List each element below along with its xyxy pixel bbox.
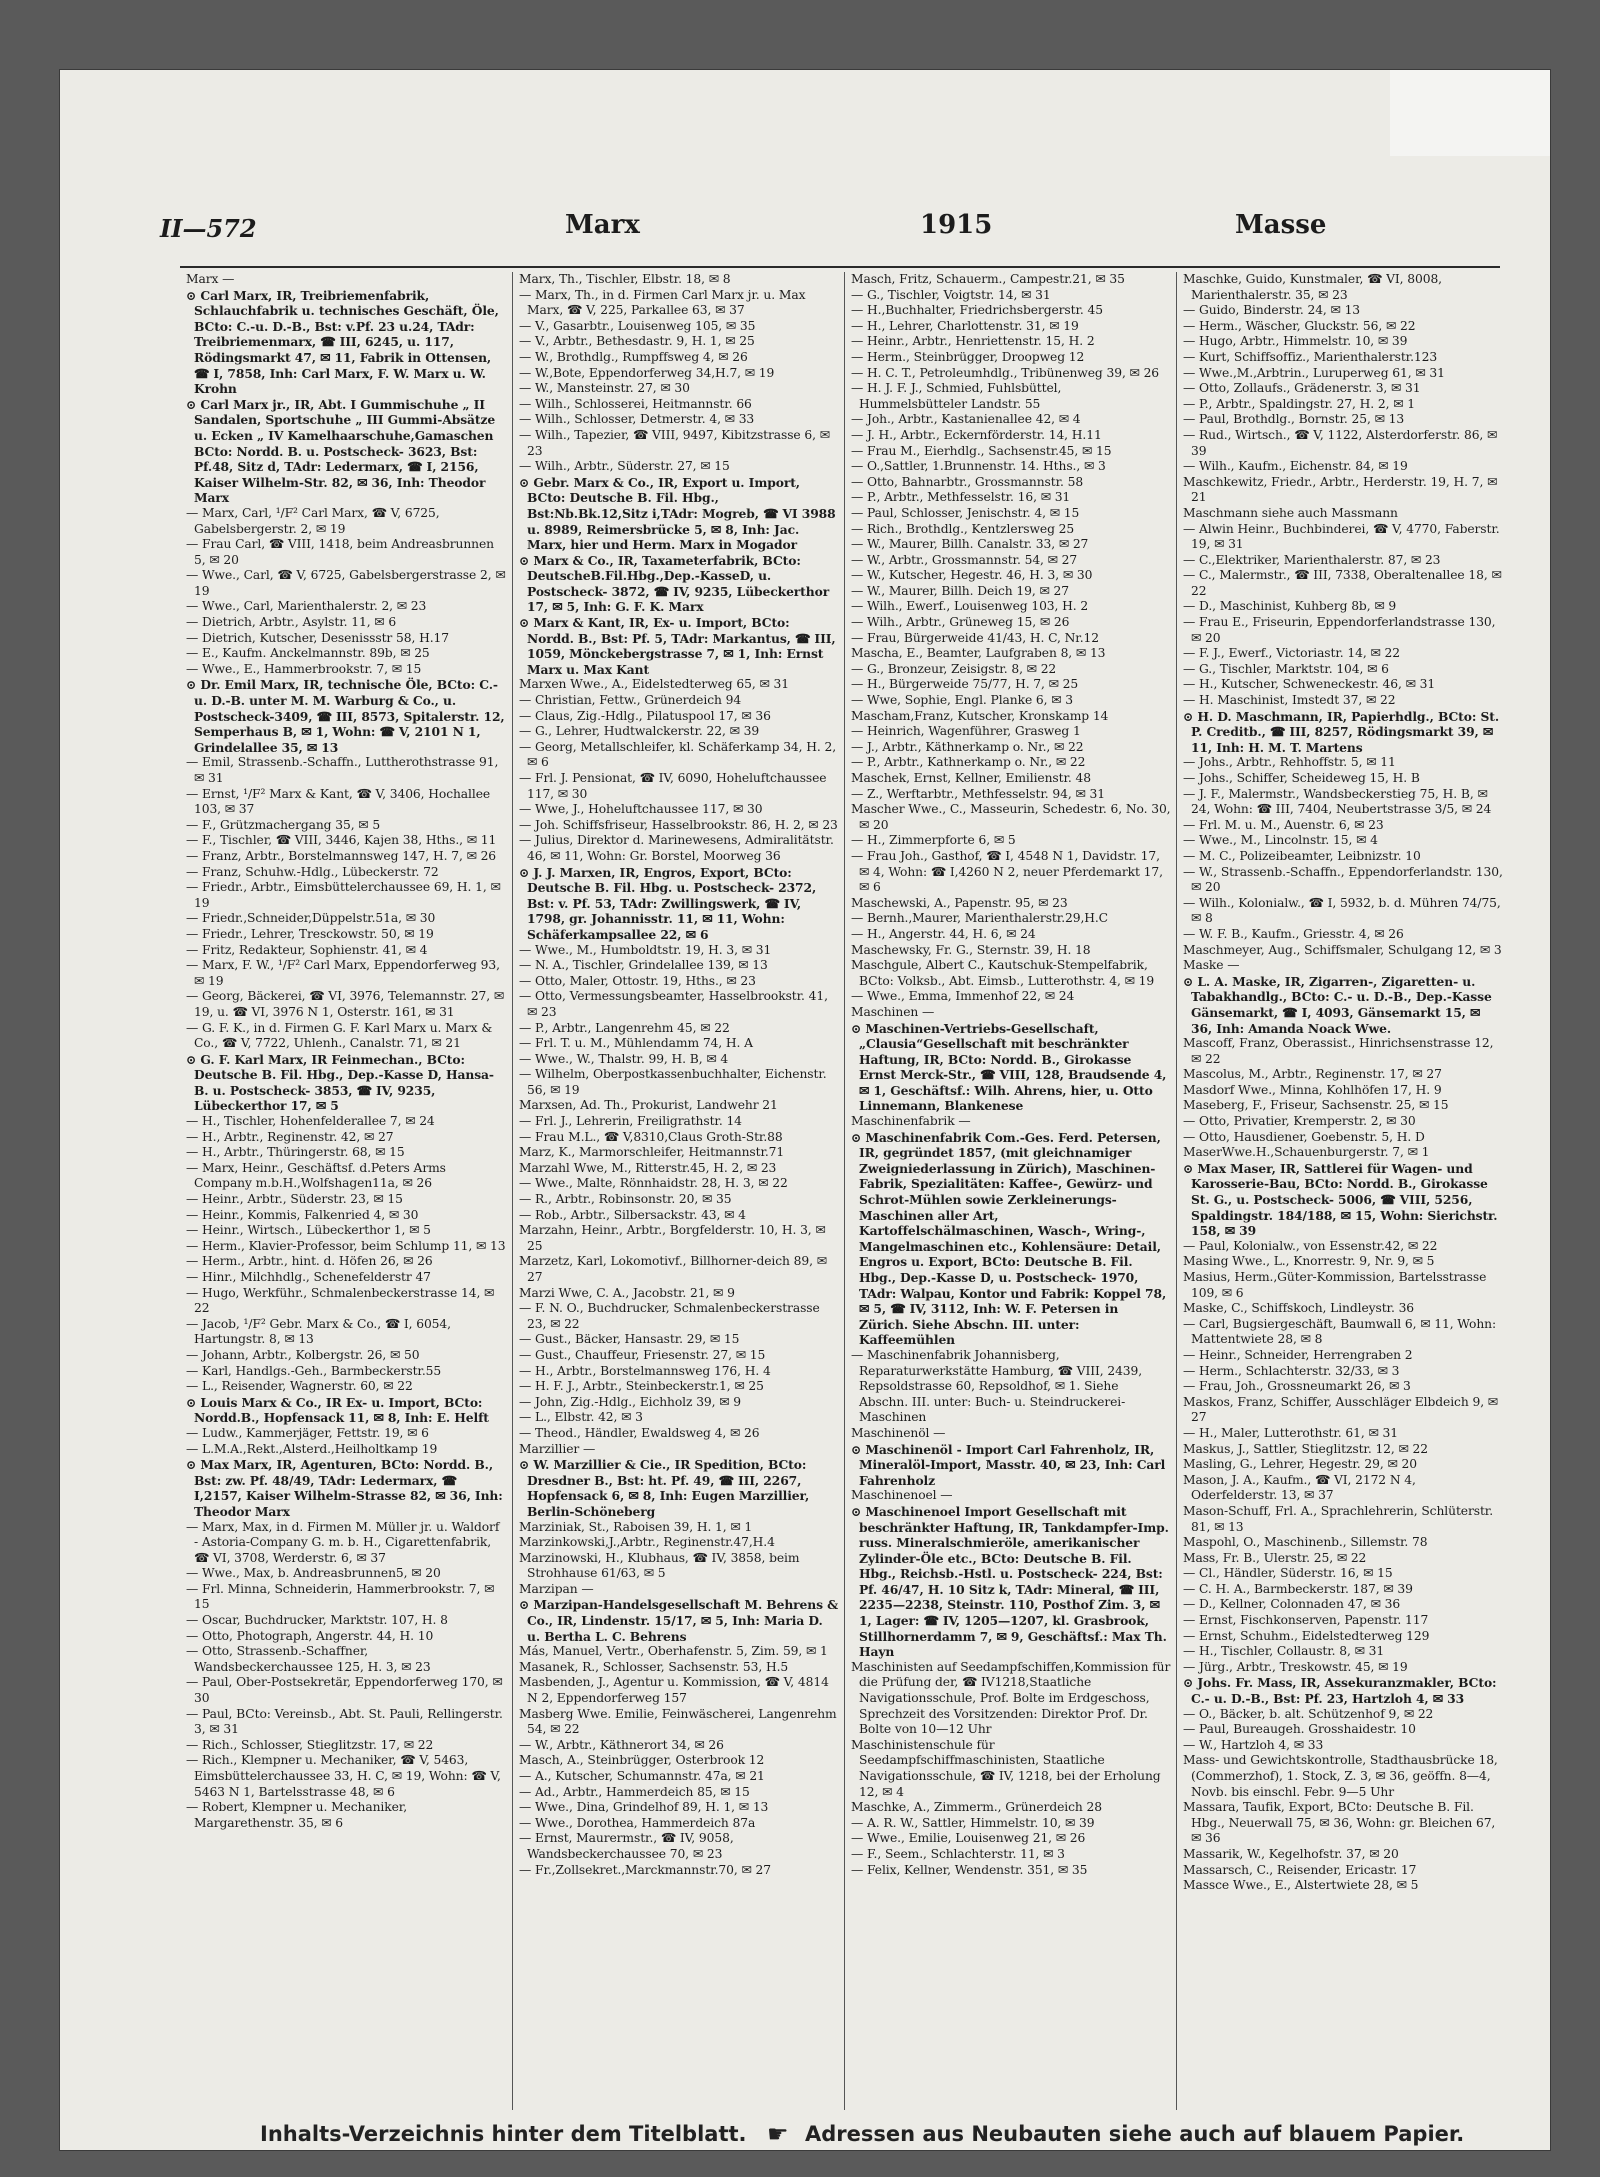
directory-entry: — Wwe.,M.,Arbtrin., Luruperweg 61, ✉ 31 [1183,365,1445,380]
column-2 [512,272,844,2110]
directory-entry: Massarik, W., Kegelhofstr. 37, ✉ 20 [1183,1846,1399,1861]
footer-right-note: Adressen aus Neubauten siehe auch auf blauem Papier. [805,2122,1465,2146]
directory-entry: — Herm., Wäscher, Gluckstr. 56, ✉ 22 [1183,318,1416,333]
directory-entry: — P., Arbtr., Kathnerkamp o. Nr., ✉ 22 [851,755,1086,770]
directory-entry: — Wilh., Schlosser, Detmerstr. 4, ✉ 33 [519,412,755,427]
directory-entry: — W. F. B., Kaufm., Griesstr. 4, ✉ 26 [1183,926,1404,941]
directory-entry: — D., Maschinist, Kuhberg 8b, ✉ 9 [1183,599,1397,614]
directory-entry: — C., Malermstr., ☎ III, 7338, Oberaltenallee 18, ✉ 22 [1183,568,1502,598]
directory-entry: Maschinistenschule für Seedampfschiffmaschinisten, Staatliche Navigationsschule, ☎ IV, 1218, bei der Erholung 12, ✉ 4 [851,1737,1161,1799]
directory-entry: — Herm., Schlachterstr. 32/33, ✉ 3 [1183,1363,1400,1378]
directory-entry: — Frau Joh., Gasthof, ☎ I, 4548 N 1, Davidstr. 17, ✉ 4, Wohn: ☎ I,4260 N 2, neuer Pferdemarkt 17, ✉ 6 [851,848,1163,895]
directory-entry: Maschgule, Albert C., Kautschuk-Stempelfabrik, BCto: Volksb., Abt. Eimsb., Lutterothstr. 4, ✉ 19 [851,958,1155,988]
directory-entry: — Ernst, Schuhm., Eidelstedterweg 129 [1183,1628,1430,1643]
directory-entry: — Fritz, Redakteur, Sophienstr. 41, ✉ 4 [186,942,428,957]
directory-entry: — Franz, Arbtr., Borstelmannsweg 147, H. 7, ✉ 26 [186,848,497,863]
directory-entry: — Heinr., Kommis, Falkenried 4, ✉ 30 [186,1207,419,1222]
directory-entry: Maseberg, F., Friseur, Sachsenstr. 25, ✉ 15 [1183,1098,1449,1113]
directory-entry: — R., Arbtr., Robinsonstr. 20, ✉ 35 [519,1192,732,1207]
directory-entry: — Ernst, Fischkonserven, Papenstr. 117 [1183,1613,1429,1628]
directory-entry: — H., Tischler, Collaustr. 8, ✉ 31 [1183,1644,1385,1659]
directory-entry: — Oscar, Buchdrucker, Marktstr. 107, H. 8 [186,1613,448,1628]
directory-entry: — Wilh., Arbtr., Grüneweg 15, ✉ 26 [851,615,1070,630]
directory-entry: ⊙ L. A. Maske, IR, Zigarren-, Zigaretten- u. Tabakhandlg., BCto: C.- u. D.-B., Dep.-Kasse Gänsemarkt, ☎ I, 4093, Gänsemarkt 15, ✉ 36, Inh: Amanda Noack Wwe. [1183,973,1492,1036]
directory-entry: Massarsch, C., Reisender, Ericastr. 17 [1183,1862,1417,1877]
directory-entry: — Wwe, Sophie, Engl. Planke 6, ✉ 3 [851,693,1074,708]
directory-entry: — F. J., Ewerf., Victoriastr. 14, ✉ 22 [1183,646,1400,661]
column-3 [844,272,1176,2110]
directory-entry: Marziniak, St., Raboisen 39, H. 1, ✉ 1 [519,1519,753,1534]
directory-entry: Maschke, Guido, Kunstmaler, ☎ VI, 8008, Marienthalerstr. 35, ✉ 23 [1183,272,1442,302]
directory-entry: — Hugo, Werkführ., Schmalenbeckerstrasse 14, ✉ 22 [186,1285,495,1316]
directory-entry: — Ludw., Kammerjäger, Fettstr. 19, ✉ 6 [186,1425,429,1440]
directory-entry: — Johs., Schiffer, Scheideweg 15, H. B [1183,771,1420,785]
directory-entry: — Herm., Klavier-Professor, beim Schlump 11, ✉ 13 [186,1238,506,1253]
directory-entry: — Rob., Arbtr., Silbersackstr. 43, ✉ 4 [519,1207,746,1222]
directory-entry: — J., Arbtr., Käthnerkamp o. Nr., ✉ 22 [851,739,1084,754]
directory-entry: — G. F. K., in d. Firmen G. F. Karl Marx u. Marx & Co., ☎ V, 7722, Uhlenh., Canalstr. 71, ✉ 21 [186,1020,493,1051]
directory-entry: — Hugo, Arbtr., Himmelstr. 10, ✉ 39 [1183,334,1408,349]
directory-entry: ⊙ Marx & Co., IR, Taxameterfabrik, BCto: DeutscheB.Fil.Hbg.,Dep.-KasseD, u. Postscheck- 3872, ☎ IV, 9235, Lübeckerthor 17, ✉ 5, Inh: G. F. K. Marx [519,552,830,615]
directory-entry: — F., Seem., Schlachterstr. 11, ✉ 3 [851,1846,1065,1861]
directory-entry: ⊙ G. F. Karl Marx, IR Feinmechan., BCto: Deutsche B. Fil. Hbg., Dep.-Kasse D, Hansa-B. u. Postscheck- 3853, ☎ IV, 9235, Lübeckerthor 17, ✉ 5 [186,1051,494,1114]
header-year: 1915 [920,210,993,240]
directory-entry: ⊙ Maschinen-Vertriebs-Gesellschaft,„Clausia“Gesellschaft mit beschränkter Haftung, IR, BCto: Nordd. B., Girokasse Ernst Merck-Str., ☎ VIII, 128, Braudsende 4, ✉ 1, Geschäftsf.: Wilh. Ahrens, hier, u. Otto Linnemann, Blankenese [851,1020,1167,1114]
directory-entry: — F. N. O., Buchdrucker, Schmalenbeckerstrasse 23, ✉ 22 [519,1301,820,1331]
directory-entry: Maschewsky, Fr. G., Sternstr. 39, H. 18 [851,942,1091,957]
directory-entry: — L., Elbstr. 42, ✉ 3 [519,1410,643,1425]
directory-entry: — Gust., Chauffeur, Friesenstr. 27, ✉ 15 [519,1347,766,1362]
directory-entry: — Dietrich, Arbtr., Asylstr. 11, ✉ 6 [186,615,397,630]
directory-entry: — Johann, Arbtr., Kolbergstr. 26, ✉ 50 [186,1347,420,1362]
directory-entry: — W., Kutscher, Hegestr. 46, H. 3, ✉ 30 [851,568,1093,583]
directory-entry: — H., Arbtr., Thüringerstr. 68, ✉ 15 [186,1145,405,1160]
directory-entry: — Herm., Arbtr., hint. d. Höfen 26, ✉ 26 [186,1254,433,1269]
directory-entry: Maschinen — [851,1004,935,1019]
directory-entry: — Guido, Binderstr. 24, ✉ 13 [1183,303,1361,318]
directory-entry: — F., Grützmachergang 35, ✉ 5 [186,817,381,832]
directory-entry: ⊙ Dr. Emil Marx, IR, technische Öle, BCto: C.- u. D.-B. unter M. M. Warburg & Co., u. Postscheck-3409, ☎ III, 8573, Spitalerstr. 12, Semperhaus B, ✉ 1, Wohn: ☎ V, 2101 N 1, Grindelallee 35, ✉ 13 [186,677,505,755]
directory-entry: ⊙ Carl Marx jr., IR, Abt. I Gummischuhe „ II Sandalen, Sportschuhe „ III Gummi-Absätze u. Ecken „ IV Kamelhaarschuhe,Gamaschen BCto: Nordd. B. u. Postscheck- 3623, Bst: Pf.48, Sitz d, TAdr: Ledermarx, ☎ I, 2156, Kaiser Wilhelm-Str. 82, ✉ 36, Inh: Theodor Marx [186,396,496,506]
page-footer [260,2122,1520,2150]
directory-entry: — Friedr.,Schneider,Düppelstr.51a, ✉ 30 [186,911,436,926]
directory-entry: — W., Arbtr., Grossmannstr. 54, ✉ 27 [851,552,1078,567]
directory-entry: — Frau, Joh., Grossneumarkt 26, ✉ 3 [1183,1379,1411,1394]
directory-entry: ⊙ Marx & Kant, IR, Ex- u. Import, BCto: Nordd. B., Bst: Pf. 5, TAdr: Markantus, ☎ III, 1059, Mönckebergstrasse 7, ✉ 1, Inh: Ernst Marx u. Max Kant [519,615,836,677]
directory-entry: — Wwe., Dina, Grindelhof 89, H. 1, ✉ 13 [519,1800,769,1815]
directory-entry: — P., Arbtr., Methfesselstr. 16, ✉ 31 [851,490,1071,505]
directory-entry: — W.,Bote, Eppendorferweg 34,H.7, ✉ 19 [519,365,775,380]
directory-entry: — H., Arbtr., Reginenstr. 42, ✉ 27 [186,1129,394,1144]
directory-entry: — Hinr., Milchhdlg., Schenefelderstr 47 [186,1270,431,1284]
directory-entry: Masling, G., Lehrer, Hegestr. 29, ✉ 20 [1183,1457,1417,1472]
directory-entry: Marxsen, Ad. Th., Prokurist, Landwehr 21 [519,1098,778,1113]
directory-entry: — W., Maurer, Billh. Canalstr. 33, ✉ 27 [851,537,1089,552]
directory-entry: — H., Angerstr. 44, H. 6, ✉ 24 [851,926,1036,941]
directory-entry: — Marx, F. W., ¹/F² Carl Marx, Eppendorferweg 93, ✉ 19 [186,958,500,988]
directory-entry: Marzillier — [519,1441,596,1456]
directory-entry: — Carl, Bugsiergeschäft, Baumwall 6, ✉ 11, Wohn: Mattentwiete 28, ✉ 8 [1183,1316,1496,1347]
directory-entry: — Christian, Fettw., Grünerdeich 94 [519,693,742,708]
directory-entry: — Otto, Strassenb.-Schaffner, Wandsbeckerchaussee 125, H. 3, ✉ 23 [186,1644,431,1674]
directory-entry: — Frl. M. u. M., Auenstr. 6, ✉ 23 [1183,817,1384,832]
directory-entry: Masius, Herm.,Güter-Kommission, Bartelsstrasse 109, ✉ 6 [1183,1270,1487,1300]
directory-entry: — H., Zimmerpforte 6, ✉ 5 [851,833,1016,848]
directory-entry: — Ad., Arbtr., Hammerdeich 85, ✉ 15 [519,1784,750,1799]
directory-entry: ⊙ Maschinenöl - Import Carl Fahrenholz, IR, Mineralöl-Import, Masstr. 40, ✉ 23, Inh: Carl Fahrenholz [851,1441,1166,1488]
directory-entry: — O., Bäcker, b. alt. Schützenhof 9, ✉ 22 [1183,1706,1434,1721]
directory-entry: MaserWwe.H.,Schauenburgerstr. 7, ✉ 1 [1183,1145,1430,1160]
page-number: II—572 [160,214,257,243]
directory-entry: — Heinr., Wirtsch., Lübeckerthor 1, ✉ 5 [186,1223,431,1238]
directory-entry: — Wilh., Arbtr., Süderstr. 27, ✉ 15 [519,459,730,474]
directory-entry: ⊙ W. Marzillier & Cie., IR Spedition, BCto: Dresdner B., Bst: ht. Pf. 49, ☎ III, 2267, Hopfensack 6, ✉ 8, Inh: Eugen Marzillier, Berlin-Schöneberg [519,1457,810,1519]
column-4 [1176,272,1508,2110]
directory-entry: — Dietrich, Kutscher, Desenissstr 58, H.17 [186,630,449,645]
directory-entry: — G., Tischler, Marktstr. 104, ✉ 6 [1183,661,1389,676]
directory-entry: — F., Tischler, ☎ VIII, 3446, Kajen 38, Hths., ✉ 11 [186,833,497,848]
directory-entry: Marzahl Wwe, M., Ritterstr.45, H. 2, ✉ 23 [519,1160,777,1175]
directory-entry: — Otto, Zollaufs., Grädenerstr. 3, ✉ 31 [1183,381,1421,396]
directory-entry: Marz, K., Marmorschleifer, Heitmannstr.71 [519,1145,785,1160]
directory-entry: — Wwe., Emilie, Louisenweg 21, ✉ 26 [851,1831,1086,1846]
directory-entry: Mass, Fr. B., Ulerstr. 25, ✉ 22 [1183,1550,1367,1565]
directory-entry: — H., Bürgerweide 75/77, H. 7, ✉ 25 [851,677,1079,692]
directory-entry: Mason-Schuff, Frl. A., Sprachlehrerin, Schlüterstr. 81, ✉ 13 [1183,1503,1494,1534]
directory-entry: Maspohl, O., Maschinenb., Sillemstr. 78 [1183,1535,1428,1550]
directory-entry: — Paul, Brothdlg., Bornstr. 25, ✉ 13 [1183,412,1405,427]
directory-entry: Maskus, J., Sattler, Stieglitzstr. 12, ✉ 22 [1183,1441,1428,1456]
directory-entry: — H. C. T., Petroleumhdlg., Tribünenweg 39, ✉ 26 [851,365,1160,380]
directory-entry: Maschinenöl — [851,1425,946,1440]
directory-entry: Masanek, R., Schlosser, Sachsenstr. 53, H.5 [519,1659,789,1674]
directory-entry: Mascoff, Franz, Oberassist., Hinrichsenstrasse 12, ✉ 22 [1183,1036,1494,1066]
directory-entry: — Georg, Bäckerei, ☎ VI, 3976, Telemannstr. 27, ✉ 19, u. ☎ VI, 3976 N 1, Osterstr. 161, ✉ 31 [186,989,505,1019]
directory-entry: — Marx, Heinr., Geschäftsf. d.Peters Arms Company m.b.H.,Wolfshagen11a, ✉ 26 [186,1160,446,1191]
directory-entry: — J. F., Malermstr., Wandsbeckerstieg 75, H. B, ✉ 24, Wohn: ☎ III, 7404, Neubertstrasse 3/5, ✉ 24 [1183,786,1492,817]
directory-entry: — G., Bronzeur, Zeisigstr. 8, ✉ 22 [851,661,1057,676]
directory-entry: — W., Maurer, Billh. Deich 19, ✉ 27 [851,583,1069,598]
directory-entry: — G., Lehrer, Hudtwalckerstr. 22, ✉ 39 [519,724,760,739]
directory-entry: — Paul, Bureaugeh. Grosshaidestr. 10 [1183,1722,1416,1737]
directory-entry: — V., Gasarbtr., Louisenweg 105, ✉ 35 [519,318,756,333]
directory-entry: — Otto, Maler, Ottostr. 19, Hths., ✉ 23 [519,973,756,988]
directory-entry: Mascher Wwe., C., Masseurin, Schedestr. 6, No. 30, ✉ 20 [851,802,1171,832]
directory-entry: — Karl, Handlgs.-Geh., Barmbeckerstr.55 [186,1363,442,1378]
directory-entry: Maske — [1183,958,1240,973]
directory-entry: — G., Tischler, Voigtstr. 14, ✉ 31 [851,287,1051,302]
directory-page [60,70,1550,2150]
directory-entry: — Alwin Heinr., Buchbinderei, ☎ V, 4770, Faberstr. 19, ✉ 31 [1183,521,1500,552]
directory-entry: — Marx, Th., in d. Firmen Carl Marx jr. u. Max Marx, ☎ V, 225, Parkallee 63, ✉ 37 [519,287,806,318]
directory-entry: — Wwe., Dorothea, Hammerdeich 87a [519,1815,756,1830]
directory-entry: — J. H., Arbtr., Eckernförderstr. 14, H.11 [851,427,1102,442]
directory-entry: — L., Reisender, Wagnerstr. 60, ✉ 22 [186,1379,413,1394]
directory-entry: — Paul, Ober-Postsekretär, Eppendorferweg 170, ✉ 30 [186,1675,503,1706]
directory-entry: — Otto, Privatier, Kremperstr. 2, ✉ 30 [1183,1114,1416,1129]
directory-entry: — Wwe., M., Humboldtstr. 19, H. 3, ✉ 31 [519,942,772,957]
directory-entry: — C.,Elektriker, Marienthalerstr. 87, ✉ 23 [1183,552,1441,567]
directory-entry: — H. J. F. J., Schmied, Fuhlsbüttel, Hummelsbütteler Landstr. 55 [851,381,1062,411]
header-left-word: Marx [565,210,640,240]
directory-entry: Maschewski, A., Papenstr. 95, ✉ 23 [851,895,1068,910]
directory-entry: Massara, Taufik, Export, BCto: Deutsche B. Fil. Hbg., Neuerwall 75, ✉ 36, Wohn: gr. Bleichen 67, ✉ 36 [1183,1800,1496,1846]
directory-entry: ⊙ Louis Marx & Co., IR Ex- u. Import, BCto: Nordd.B., Hopfensack 11, ✉ 8, Inh: E. Helft [186,1394,489,1426]
directory-entry: Marx, Th., Tischler, Elbstr. 18, ✉ 8 [519,272,731,286]
directory-entry: — Wilhelm, Oberpostkassenbuchhalter, Eichenstr. 56, ✉ 19 [519,1067,827,1097]
directory-entry: — Robert, Klempner u. Mechaniker, Margarethenstr. 35, ✉ 6 [186,1800,408,1830]
directory-entry: — Wwe., Carl, Marienthalerstr. 2, ✉ 23 [186,599,427,614]
directory-entry: — Paul, Kolonialw., von Essenstr.42, ✉ 22 [1183,1238,1438,1253]
directory-entry: — Wwe., Max, b. Andreasbrunnen5, ✉ 20 [186,1566,441,1581]
directory-entry: Marzi Wwe, C. A., Jacobstr. 21, ✉ 9 [519,1285,735,1300]
directory-entry: Mascolus, M., Arbtr., Reginenstr. 17, ✉ 27 [1183,1067,1442,1082]
directory-entry: Maschinenfabrik — [851,1114,971,1129]
directory-entry: — Rich., Schlosser, Stieglitzstr. 17, ✉ 22 [186,1737,434,1752]
directory-entry: — A., Kutscher, Schumannstr. 47a, ✉ 21 [519,1769,765,1783]
directory-entry: — W., Brothdlg., Rumpffsweg 4, ✉ 26 [519,349,748,364]
directory-entry: — H., Arbtr., Borstelmannsweg 176, H. 4 [519,1363,771,1378]
directory-entry: Mass- und Gewichtskontrolle, Stadthausbrücke 18, (Commerzhof), 1. Stock, Z. 3, ✉ 36, geöffn. 8—4, Novb. bis einschl. Febr. 9—5 Uhr [1183,1753,1498,1799]
directory-entry: — Frl. T. u. M., Mühlendamm 74, H. A [519,1036,753,1051]
directory-entry: ⊙ Maschinenfabrik Com.-Ges. Ferd. Petersen, IR, gegründet 1857, (mit gleichnamiger Zweigniederlassung in Zürich), Maschinen-Fabrik, Spezialitäten: Kaffee-, Gewürz- und Schrot-Mühlen sowie Zerkleinerungs-Maschinen aller Art, Kartoffelschälmaschinen, Wasch-, Wring-, Mangelmaschinen etc., Kohlensäure: Detail, Engros u. Export, BCto: Deutsche B. Fil. Hbg., Dep.-Kasse D, u. Postscheck- 1970, TAdr: Walpau, Kontor und Fabrik: Koppel 78, ✉ 5, ☎ IV, 3112, Inh: W. F. Petersen in Zürich. Siehe Abschn. III. unter: Kaffeemühlen [851,1129,1167,1348]
directory-entry: Mascha, E., Beamter, Laufgraben 8, ✉ 13 [851,646,1106,661]
directory-entry: — Rich., Klempner u. Mechaniker, ☎ V, 5463, Eimsbüttelerchaussee 33, H. C, ✉ 19, Wohn: ☎ V, 5463 N 1, Bartelsstrasse 48, ✉ 6 [186,1753,501,1799]
directory-entry: — Heinr., Arbtr., Henriettenstr. 15, H. 2 [851,334,1095,349]
directory-entry: — Wwe, J., Hoheluftchaussee 117, ✉ 30 [519,802,763,817]
directory-entry: Maskos, Franz, Schiffer, Ausschläger Elbdeich 9, ✉ 27 [1183,1394,1499,1425]
directory-entry: — Joh. Schiffsfriseur, Hasselbrookstr. 86, H. 2, ✉ 23 [519,817,838,832]
directory-entry: Marx — [186,272,235,286]
directory-entry: ⊙ Maschinenoel Import Gesellschaft mit beschränkter Haftung, IR, Tankdampfer-Imp. russ. Mineralschmieröle, amerikanischer Zylinder-Öle etc., BCto: Deutsche B. Fil. Hbg., Reichsb.-Hstl. u. Postscheck- 224, Bst: Pf. 46/47, H. 10 Sitz k, TAdr: Mineral, ☎ III, 2235—2238, Steinstr. 110, Posthof Zim. 3, ✉ 1, Lager: ☎ IV, 1205—1207, kl. Grasbrook, Stillhornerdamm 7, ✉ 9, Geschäftsf.: Max Th. Hayn [851,1503,1169,1660]
directory-entry: — Georg, Metallschleifer, kl. Schäferkamp 34, H. 2, ✉ 6 [519,739,837,770]
directory-entry: — Frl. J. Pensionat, ☎ IV, 6090, Hoheluftchaussee 117, ✉ 30 [519,771,827,801]
directory-entry: — Wwe., E., Hammerbrookstr. 7, ✉ 15 [186,661,422,676]
directory-entry: — Julius, Direktor d. Marinewesens, Admiralitätstr. 46, ✉ 11, Wohn: Gr. Borstel, Moorweg 36 [519,833,834,863]
directory-entry: Marzinowski, H., Klubhaus, ☎ IV, 3858, beim Strohhause 61/63, ✉ 5 [519,1550,800,1581]
directory-entry: Marzahn, Heinr., Arbtr., Borgfelderstr. 10, H. 3, ✉ 25 [519,1223,826,1253]
directory-entry: — Wwe., W., Thalstr. 99, H. B, ✉ 4 [519,1051,729,1066]
column-1 [180,272,512,2110]
directory-entry: Marzipan — [519,1581,594,1596]
directory-entry: — Cl., Händler, Süderstr. 16, ✉ 15 [1183,1566,1393,1581]
page-tab-mark [1390,70,1550,156]
directory-entry: Maschinenoel — [851,1488,953,1503]
directory-entry: ⊙ Marzipan-Handelsgesellschaft M. Behrens & Co., IR, Lindenstr. 15/17, ✉ 5, Inh: Maria D. u. Bertha L. C. Behrens [519,1597,839,1644]
directory-entry: — H. F. J., Arbtr., Steinbeckerstr.1, ✉ 25 [519,1379,764,1394]
directory-entry: — H., Kutscher, Schweneckestr. 46, ✉ 31 [1183,677,1436,692]
directory-entry: — Marx, Max, in d. Firmen M. Müller jr. u. Waldorf - Astoria-Company G. m. b. H., Cigarettenfabrik, ☎ VI, 3708, Werderstr. 6, ✉ 37 [186,1519,500,1565]
directory-entry: — Gust., Bäcker, Hansastr. 29, ✉ 15 [519,1332,740,1347]
directory-entry: — C. H. A., Barmbeckerstr. 187, ✉ 39 [1183,1581,1413,1596]
directory-entry: — H. Maschinist, Imstedt 37, ✉ 22 [1183,693,1396,708]
directory-entry: Masberg Wwe. Emilie, Feinwäscherei, Langenrehm 54, ✉ 22 [519,1706,837,1737]
directory-entry: Maschkewitz, Friedr., Arbtr., Herderstr. 19, H. 7, ✉ 21 [1183,474,1498,505]
directory-entry: Maschinisten auf Seedampfschiffen,Kommission für die Prüfung der, ☎ IV1218,Staatliche Navigationsschule, Prof. Bolte im Erdgeschoss, Sprechzeit des Vorsitzenden: Direktor Prof. Dr. Bolte von 10—12 Uhr [851,1659,1171,1737]
directory-entry: — Maschinenfabrik Johannisberg, Reparaturwerkstätte Hamburg, ☎ VIII, 2439, Repsoldstrasse 60, Repsoldhof, ✉ 1. Siehe Abschn. III. unter: Buch- u. Steindruckerei-Maschinen [851,1347,1143,1425]
directory-entry: — Otto, Hausdiener, Goebenstr. 5, H. D [1183,1129,1425,1144]
directory-entry: — Fr.,Zollsekret.,Marckmannstr.70, ✉ 27 [519,1862,771,1877]
directory-entry: Maschke, A., Zimmerm., Grünerdeich 28 [851,1800,1102,1815]
directory-entry: — Frau, Bürgerweide 41/43, H. C, Nr.12 [851,630,1099,645]
directory-entry: — Frau Carl, ☎ VIII, 1418, beim Andreasbrunnen 5, ✉ 20 [186,537,494,567]
directory-entry: — H., Tischler, Hohenfelderallee 7, ✉ 24 [186,1114,435,1129]
directory-entry: — Joh., Arbtr., Kastanienallee 42, ✉ 4 [851,412,1081,427]
directory-columns [180,272,1510,2110]
directory-entry: — Jacob, ¹/F² Gebr. Marx & Co., ☎ I, 6054, Hartungstr. 8, ✉ 13 [186,1316,451,1347]
directory-entry: Masdorf Wwe., Minna, Kohlhöfen 17, H. 9 [1183,1082,1442,1097]
pointing-hand-icon: ☛ [767,2120,789,2148]
directory-entry: Marzinkowski,J.,Arbtr., Reginenstr.47,H.4 [519,1535,775,1550]
directory-entry: — Frau M.L., ☎ V,8310,Claus Groth-Str.88 [519,1129,783,1144]
directory-entry: — Johs., Arbtr., Rehhoffstr. 5, ✉ 11 [1183,755,1396,770]
directory-entry: — W., Arbtr., Käthnerort 34, ✉ 26 [519,1737,724,1752]
directory-entry: — Otto, Bahnarbtr., Grossmannstr. 58 [851,474,1084,489]
directory-entry: — Paul, Schlosser, Jenischstr. 4, ✉ 15 [851,505,1080,520]
page-header [160,210,1540,250]
directory-entry: — V., Arbtr., Bethesdastr. 9, H. 1, ✉ 25 [519,334,755,349]
directory-entry: — Frl. J., Lehrerin, Freiligrathstr. 14 [519,1114,742,1129]
directory-entry: Masch, A., Steinbrügger, Osterbrook 12 [519,1753,765,1768]
directory-entry: — Wwe., Carl, ☎ V, 6725, Gabelsbergerstrasse 2, ✉ 19 [186,568,506,598]
directory-entry: — H., Lehrer, Charlottenstr. 31, ✉ 19 [851,318,1079,333]
directory-entry: Massce Wwe., E., Alstertwiete 28, ✉ 5 [1183,1878,1419,1893]
directory-entry: — Frau E., Friseurin, Eppendorferlandstrasse 130, ✉ 20 [1183,615,1496,645]
directory-entry: — D., Kellner, Colonnaden 47, ✉ 36 [1183,1597,1401,1612]
header-right-word: Masse [1235,210,1327,240]
directory-entry: — H., Maler, Lutterothstr. 61, ✉ 31 [1183,1425,1398,1440]
directory-entry: ⊙ Gebr. Marx & Co., IR, Export u. Import, BCto: Deutsche B. Fil. Hbg., Bst:Nb.Bk.12,Sitz i,TAdr: Mogreb, ☎ VI 3988 u. 8989, Reimersbrücke 5, ✉ 8, Inh: Jac. Marx, hier und Herm. Marx in Mogador [519,474,836,553]
directory-entry: — Wilh., Kaufm., Eichenstr. 84, ✉ 19 [1183,459,1408,474]
directory-entry: Maschmeyer, Aug., Schiffsmaler, Schulgang 12, ✉ 3 [1183,942,1502,957]
directory-entry: — Heinrich, Wagenführer, Grasweg 1 [851,724,1081,739]
directory-entry: ⊙ Max Maser, IR, Sattlerei für Wagen- und Karosserie-Bau, BCto: Nordd. B., Girokasse St. G., u. Postscheck- 5006, ☎ VIII, 5256, Spaldingstr. 184/188, ✉ 15, Wohn: Sierichstr. 158, ✉ 39 [1183,1160,1498,1239]
directory-entry: — Wilh., Schlosserei, Heitmannstr. 66 [519,396,752,411]
directory-entry: — N. A., Tischler, Grindelallee 139, ✉ 13 [519,958,768,973]
directory-entry: — L.M.A.,Rekt.,Alsterd.,Heilholtkamp 19 [186,1441,438,1456]
directory-entry: — Emil, Strassenb.-Schaffn., Luttherothstrasse 91, ✉ 31 [186,755,499,785]
footer-left-note: Inhalts-Verzeichnis hinter dem Titelblatt. [260,2122,747,2146]
directory-entry: — W., Mansteinstr. 27, ✉ 30 [519,381,690,396]
directory-entry: — Jürg., Arbtr., Treskowstr. 45, ✉ 19 [1183,1659,1408,1674]
directory-entry: — E., Kaufm. Anckelmannstr. 89b, ✉ 25 [186,646,430,661]
directory-entry: — P., Arbtr., Spaldingstr. 27, H. 2, ✉ 1 [1183,396,1415,411]
directory-entry: ⊙ Carl Marx, IR, Treibriemenfabrik, Schlauchfabrik u. technisches Geschäft, Öle, BCto: C.-u. D.-B., Bst: v.Pf. 23 u.24, TAdr: Treibriemenmarx, ☎ III, 6245, u. 117, Rödingsmarkt 47, ✉ 11, Fabrik in Ottensen, ☎ I, 7858, Inh: Carl Marx, F. W. Marx u. W. Krohn [186,287,499,397]
directory-entry: — Wwe., Malte, Rönnhaidstr. 28, H. 3, ✉ 22 [519,1176,788,1191]
directory-entry: Maschek, Ernst, Kellner, Emilienstr. 48 [851,771,1091,785]
directory-entry: — H.,Buchhalter, Friedrichsbergerstr. 45 [851,303,1103,318]
directory-entry: — Wilh., Kolonialw., ☎ I, 5932, b. d. Mühren 74/75, ✉ 8 [1183,895,1501,926]
directory-entry: ⊙ Max Marx, IR, Agenturen, BCto: Nordd. B., Bst: zw. Pf. 48/49, TAdr: Ledermarx, ☎ I,2157, Kaiser Wilhelm-Strasse 82, ✉ 36, Inh: Theodor Marx [186,1457,503,1519]
directory-entry: — Felix, Kellner, Wendenstr. 351, ✉ 35 [851,1862,1088,1877]
directory-entry: — Frl. Minna, Schneiderin, Hammerbrookstr. 7, ✉ 15 [186,1581,495,1612]
directory-entry: ⊙ H. D. Maschmann, IR, Papierhdlg., BCto: St. P. Creditb., ☎ III, 8257, Rödingsmarkt 39, ✉ 11, Inh: H. M. T. Martens [1183,708,1499,755]
directory-entry: — Frau M., Eierhdlg., Sachsenstr.45, ✉ 15 [851,443,1112,458]
directory-entry: — Friedr., Arbtr., Eimsbüttelerchaussee 69, H. 1, ✉ 19 [186,880,501,910]
directory-entry: — M. C., Polizeibeamter, Leibnizstr. 10 [1183,848,1421,863]
directory-entry: — Theod., Händler, Ewaldsweg 4, ✉ 26 [519,1425,760,1440]
directory-entry: — P., Arbtr., Langenrehm 45, ✉ 22 [519,1020,730,1035]
directory-entry: — Wilh., Ewerf., Louisenweg 103, H. 2 [851,599,1089,614]
header-rule [180,266,1500,268]
directory-entry: ⊙ Johs. Fr. Mass, IR, Assekuranzmakler, BCto: C.- u. D.-B., Bst: Pf. 23, Hartzloh 4, ✉ 33 [1183,1675,1497,1707]
directory-entry: — Heinr., Arbtr., Süderstr. 23, ✉ 15 [186,1192,403,1207]
directory-entry: — Otto, Photograph, Angerstr. 44, H. 10 [186,1628,434,1643]
directory-entry: — Wwe., M., Lincolnstr. 15, ✉ 4 [1183,833,1378,848]
directory-entry: — A. R. W., Sattler, Himmelstr. 10, ✉ 39 [851,1815,1095,1830]
directory-entry: — Friedr., Lehrer, Tresckowstr. 50, ✉ 19 [186,926,434,941]
directory-entry: — Wwe., Emma, Immenhof 22, ✉ 24 [851,989,1075,1004]
directory-entry: Masbenden, J., Agentur u. Kommission, ☎ V, 4814 N 2, Eppendorferweg 157 [519,1675,829,1706]
directory-entry: Mason, J. A., Kaufm., ☎ VI, 2172 N 4, Oderfelderstr. 13, ✉ 37 [1183,1472,1416,1503]
directory-entry: — Ernst, ¹/F² Marx & Kant, ☎ V, 3406, Hochallee 103, ✉ 37 [186,786,491,817]
directory-entry: Mascham,Franz, Kutscher, Kronskamp 14 [851,708,1109,723]
directory-entry: — Kurt, Schiffsoffiz., Marienthalerstr.123 [1183,349,1438,364]
directory-entry: — Rich., Brothdlg., Kentzlersweg 25 [851,521,1075,536]
directory-entry: Maske, C., Schiffskoch, Lindleystr. 36 [1183,1301,1415,1316]
directory-entry: Marzetz, Karl, Lokomotivf., Billhorner-deich 89, ✉ 27 [519,1254,827,1284]
directory-entry: — Ernst, Maurermstr., ☎ IV, 9058, Wandsbeckerchaussee 70, ✉ 23 [519,1831,734,1861]
directory-entry: — Franz, Schuhw.-Hdlg., Lübeckerstr. 72 [186,864,439,879]
directory-entry: — O.,Sattler, 1.Brunnenstr. 14. Hths., ✉ 3 [851,459,1106,474]
directory-entry: Masch, Fritz, Schauerm., Campestr.21, ✉ 35 [851,272,1125,286]
directory-entry: — Heinr., Schneider, Herrengraben 2 [1183,1347,1413,1362]
directory-entry: — Marx, Carl, ¹/F² Carl Marx, ☎ V, 6725, Gabelsbergerstr. 2, ✉ 19 [186,505,440,536]
directory-entry: — Z., Werftarbtr., Methfesselstr. 94, ✉ 31 [851,786,1105,801]
directory-entry: — John, Zig.-Hdlg., Eichholz 39, ✉ 9 [519,1394,741,1409]
directory-entry: Masing Wwe., L., Knorrestr. 9, Nr. 9, ✉ 5 [1183,1254,1435,1269]
directory-entry: — W., Strassenb.-Schaffn., Eppendorferlandstr. 130, ✉ 20 [1183,864,1503,895]
directory-entry: — Herm., Steinbrügger, Droopweg 12 [851,349,1085,364]
directory-entry: — Otto, Vermessungsbeamter, Hasselbrookstr. 41, ✉ 23 [519,989,828,1019]
directory-entry: — Paul, BCto: Vereinsb., Abt. St. Pauli, Rellingerstr. 3, ✉ 31 [186,1706,503,1737]
directory-entry: — Rud., Wirtsch., ☎ V, 1122, Alsterdorferstr. 86, ✉ 39 [1183,427,1498,458]
directory-entry: — W., Hartzloh 4, ✉ 33 [1183,1737,1324,1752]
directory-entry: Marxen Wwe., A., Eidelstedterweg 65, ✉ 31 [519,677,789,692]
directory-entry: — Bernh.,Maurer, Marienthalerstr.29,H.C [851,911,1108,926]
directory-entry: — Wilh., Tapezier, ☎ VIII, 9497, Kibitzstrasse 6, ✉ 23 [519,427,830,458]
directory-entry: ⊙ J. J. Marxen, IR, Engros, Export, BCto: Deutsche B. Fil. Hbg. u. Postscheck- 2372, Bst: v. Pf. 53, TAdr: Zwillingswerk, ☎ IV, 1798, gr. Johannisstr. 11, ✉ 11, Wohn: Schäferkampsallee 22, ✉ 6 [519,864,817,942]
directory-entry: Maschmann siehe auch Massmann [1183,505,1398,520]
directory-entry: Más, Manuel, Vertr., Oberhafenstr. 5, Zim. 59, ✉ 1 [519,1644,828,1659]
directory-entry: — Claus, Zig.-Hdlg., Pilatuspool 17, ✉ 36 [519,708,771,723]
